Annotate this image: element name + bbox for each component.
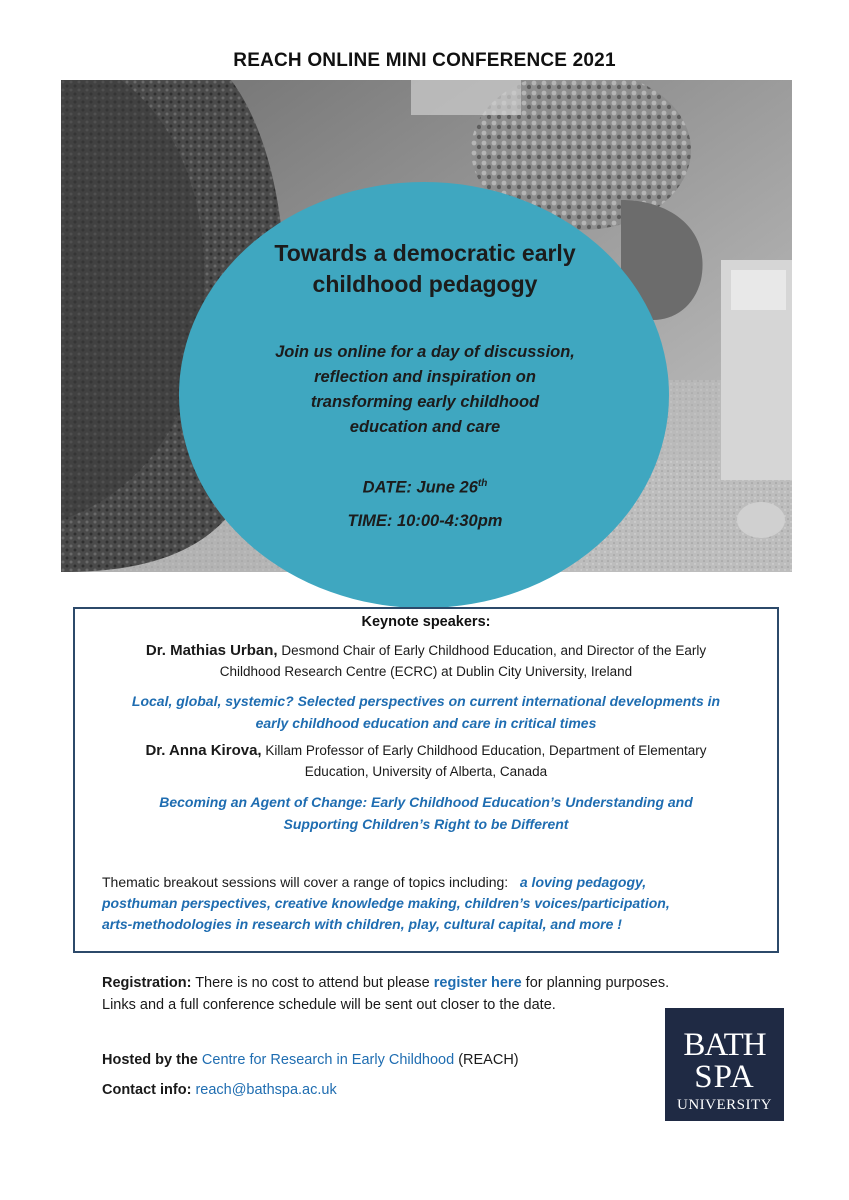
logo-line: UNIVERSITY [677, 1097, 772, 1113]
speaker-role: Desmond Chair of Early Childhood Education, and Director of the Early [277, 643, 707, 658]
event-headline [200, 238, 650, 300]
page-title: REACH ONLINE MINI CONFERENCE 2021 [233, 50, 616, 71]
thematic-topics: posthuman perspectives, creative knowledge making, children’s voices/participation, [102, 895, 670, 911]
contact-info [102, 1082, 337, 1098]
talk-urban [90, 690, 762, 734]
talk-kirova [90, 791, 762, 835]
registration-text: for planning purposes. [521, 975, 670, 991]
headline-line: childhood pedagogy [312, 271, 538, 297]
speaker-urban [100, 640, 752, 682]
thematic-topics: a loving pedagogy, [519, 874, 647, 890]
invite-line: transforming early childhood [310, 393, 540, 411]
date-suffix: th [477, 478, 488, 489]
speaker-name: Dr. Mathias Urban, [145, 642, 278, 659]
talk-title-line: Local, global, systemic? Selected perspectives on current international developments in [131, 693, 721, 709]
reach-centre-link[interactable]: Centre for Research in Early Childhood [201, 1052, 455, 1068]
registration-note: Links and a full conference schedule will be sent out closer to the date. [102, 997, 556, 1013]
logo-line: BATH [683, 1027, 766, 1063]
event-date [260, 478, 590, 498]
talk-title-line: Becoming an Agent of Change: Early Childhood Education’s Understanding and [159, 794, 693, 810]
event-time: TIME: 10:00-4:30pm [347, 512, 503, 530]
hosted-by [102, 1052, 519, 1068]
headline-line: Towards a democratic early [274, 240, 576, 266]
date-text: DATE: June 26 [362, 478, 478, 497]
speaker-role: Childhood Research Centre (ECRC) at Dublin City University, Ireland [219, 664, 633, 679]
thematic-sessions [102, 872, 742, 935]
thematic-topics: arts-methodologies in research with children, play, cultural capital, and more ! [102, 916, 622, 932]
hosted-label: Hosted by the [102, 1052, 198, 1068]
registration-text: There is no cost to attend but please [191, 975, 434, 991]
speaker-role: Education, University of Alberta, Canada [304, 764, 548, 779]
invite-line: Join us online for a day of discussion, [275, 343, 575, 361]
contact-label: Contact info: [102, 1082, 192, 1098]
speaker-role: Killam Professor of Early Childhood Education, Department of Elementary [261, 743, 707, 758]
registration-info [102, 972, 762, 1016]
speaker-name: Dr. Anna Kirova, [145, 742, 262, 759]
keynote-heading: Keynote speakers: [361, 614, 491, 630]
contact-email-link[interactable]: reach@bathspa.ac.uk [195, 1082, 337, 1098]
logo-line: SPA [694, 1059, 755, 1095]
registration-label: Registration: [102, 975, 192, 991]
invite-line: education and care [349, 418, 501, 436]
hosted-suffix: (REACH) [458, 1052, 519, 1068]
invite-line: reflection and inspiration on [314, 368, 536, 386]
event-invite [220, 340, 630, 440]
bath-spa-university-logo [665, 1008, 784, 1121]
thematic-intro: Thematic breakout sessions will cover a range of topics including: [102, 874, 509, 890]
register-link[interactable]: register here [433, 975, 522, 991]
speaker-kirova [100, 740, 752, 782]
talk-title-line: Supporting Children’s Right to be Different [283, 816, 569, 832]
talk-title-line: early childhood education and care in critical times [255, 715, 597, 731]
